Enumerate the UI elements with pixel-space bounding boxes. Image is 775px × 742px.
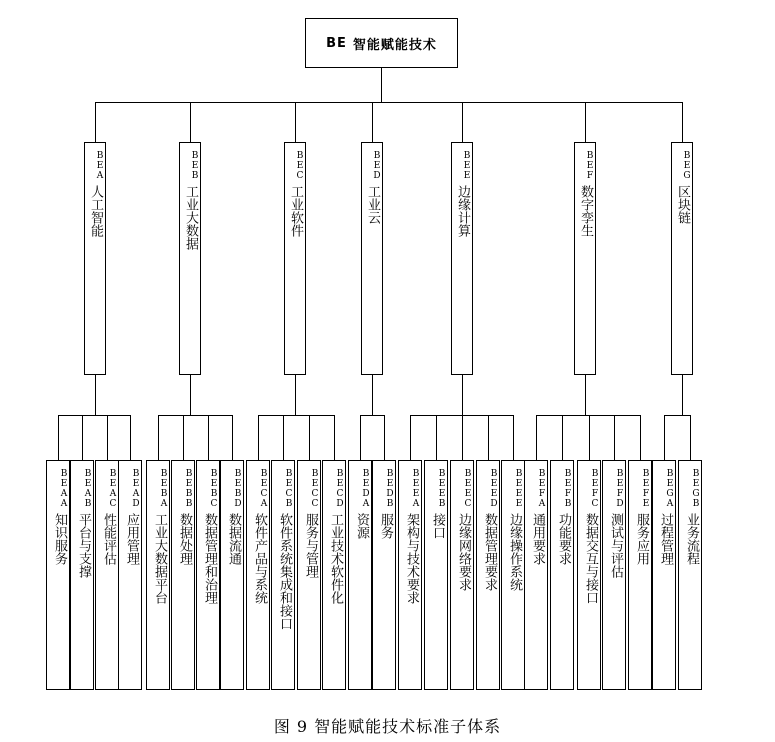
category-name: 工业云 <box>365 185 380 224</box>
leaf-name: 数据处理 <box>177 513 192 565</box>
leaf-node-bebc <box>196 460 220 690</box>
leaf-name: 边缘操作系统 <box>507 513 522 591</box>
leaf-label <box>47 469 69 565</box>
leaf-node-bebd <box>220 460 244 690</box>
leaf-code: BEBC <box>209 469 219 509</box>
root-node <box>305 18 458 68</box>
leaf-node-beab <box>70 460 94 690</box>
subcategory-bus-line <box>360 415 385 416</box>
category-node-beg <box>671 142 693 375</box>
leaf-connector-line <box>589 415 590 460</box>
leaf-code: BEDA <box>361 469 371 509</box>
leaf-code: BEAD <box>131 469 141 509</box>
leaf-connector-line <box>513 415 514 460</box>
category-connector-line <box>682 102 683 142</box>
leaf-name: 服务应用 <box>634 513 649 565</box>
category-name: 数字孪生 <box>578 185 593 237</box>
leaf-label <box>502 469 524 591</box>
leaf-code: BEAA <box>59 469 69 509</box>
leaf-label <box>247 469 269 604</box>
category-label <box>672 151 692 224</box>
leaf-connector-line <box>58 415 59 460</box>
category-node-bed <box>361 142 383 375</box>
leaf-node-beed <box>476 460 500 690</box>
leaf-label <box>147 469 169 604</box>
leaf-connector-line <box>334 415 335 460</box>
leaf-name: 通用要求 <box>530 513 545 565</box>
category-label <box>452 151 472 237</box>
leaf-code: BEGB <box>691 469 701 509</box>
leaf-code: BEAB <box>83 469 93 509</box>
leaf-connector-line <box>614 415 615 460</box>
leaf-label <box>119 469 141 565</box>
leaf-connector-line <box>183 415 184 460</box>
category-label <box>575 151 595 237</box>
leaf-node-bedb <box>372 460 396 690</box>
leaf-label <box>197 469 219 604</box>
subcategory-connector-line <box>372 375 373 415</box>
leaf-label <box>603 469 625 578</box>
category-connector-line <box>585 102 586 142</box>
leaf-node-befd <box>602 460 626 690</box>
leaf-label <box>71 469 93 578</box>
leaf-label <box>629 469 651 565</box>
root-code: BE <box>326 35 347 51</box>
category-label <box>285 151 305 237</box>
category-code: BEF <box>585 151 595 181</box>
leaf-name: 软件产品与系统 <box>252 513 267 604</box>
leaf-node-befa <box>524 460 548 690</box>
leaf-code: BEGA <box>665 469 675 509</box>
leaf-connector-line <box>562 415 563 460</box>
leaf-node-befb <box>550 460 574 690</box>
subcategory-bus-line <box>158 415 233 416</box>
leaf-node-begb <box>678 460 702 690</box>
root-connector-line <box>381 68 382 102</box>
leaf-name: 平台与支撑 <box>76 513 91 578</box>
leaf-node-beea <box>398 460 422 690</box>
leaf-connector-line <box>436 415 437 460</box>
category-code: BEA <box>95 151 105 181</box>
leaf-label <box>323 469 345 604</box>
leaf-node-beac <box>95 460 119 690</box>
leaf-code: BECD <box>335 469 345 509</box>
leaf-connector-line <box>130 415 131 460</box>
leaf-node-bebb <box>171 460 195 690</box>
leaf-code: BEED <box>489 469 499 509</box>
leaf-node-becb <box>271 460 295 690</box>
leaf-node-beec <box>450 460 474 690</box>
subcategory-bus-line <box>664 415 691 416</box>
category-node-bea <box>84 142 106 375</box>
leaf-connector-line <box>536 415 537 460</box>
leaf-label <box>653 469 675 565</box>
category-connector-line <box>372 102 373 142</box>
root-label <box>306 19 457 67</box>
leaf-node-beba <box>146 460 170 690</box>
leaf-connector-line <box>258 415 259 460</box>
leaf-code: BEFA <box>537 469 547 509</box>
leaf-code: BEBB <box>184 469 194 509</box>
category-label <box>362 151 382 224</box>
category-connector-line <box>295 102 296 142</box>
figure-caption: 图 9 智能赋能技术标准子体系 <box>273 717 502 736</box>
leaf-label <box>477 469 499 591</box>
leaf-name: 接口 <box>430 513 445 539</box>
category-name: 工业软件 <box>288 185 303 237</box>
leaf-connector-line <box>462 415 463 460</box>
leaf-code: BEEC <box>463 469 473 509</box>
leaf-name: 知识服务 <box>52 513 67 565</box>
leaf-code: BECA <box>259 469 269 509</box>
category-code: BED <box>372 151 382 181</box>
leaf-name: 性能评估 <box>101 513 116 565</box>
leaf-name: 数据管理要求 <box>482 513 497 591</box>
leaf-connector-line <box>309 415 310 460</box>
leaf-connector-line <box>283 415 284 460</box>
leaf-name: 工业大数据平台 <box>152 513 167 604</box>
leaf-node-beaa <box>46 460 70 690</box>
leaf-code: BEEA <box>411 469 421 509</box>
leaf-label <box>221 469 243 565</box>
leaf-label <box>425 469 447 539</box>
category-connector-line <box>95 102 96 142</box>
leaf-name: 业务流程 <box>684 513 699 565</box>
category-label <box>180 151 200 250</box>
root-name: 智能赋能技术 <box>352 37 437 53</box>
leaf-code: BEFC <box>590 469 600 509</box>
category-code: BEC <box>295 151 305 181</box>
leaf-name: 服务 <box>378 513 393 539</box>
leaf-connector-line <box>82 415 83 460</box>
leaf-name: 边缘网络要求 <box>456 513 471 591</box>
leaf-label <box>272 469 294 630</box>
category-bus-line <box>95 102 683 103</box>
leaf-label <box>679 469 701 565</box>
leaf-code: BEAC <box>108 469 118 509</box>
leaf-label <box>349 469 371 539</box>
leaf-label <box>399 469 421 604</box>
leaf-node-bead <box>118 460 142 690</box>
leaf-label <box>373 469 395 539</box>
category-node-bee <box>451 142 473 375</box>
leaf-connector-line <box>384 415 385 460</box>
category-name: 人工智能 <box>88 185 103 237</box>
leaf-connector-line <box>664 415 665 460</box>
leaf-node-becd <box>322 460 346 690</box>
leaf-code: BEEE <box>514 469 524 509</box>
leaf-label <box>96 469 118 565</box>
category-node-bec <box>284 142 306 375</box>
leaf-name: 数据管理和治理 <box>202 513 217 604</box>
category-connector-line <box>462 102 463 142</box>
category-node-bef <box>574 142 596 375</box>
leaf-label <box>172 469 194 565</box>
leaf-code: BEEB <box>437 469 447 509</box>
leaf-code: BEFD <box>615 469 625 509</box>
subcategory-connector-line <box>95 375 96 415</box>
subcategory-connector-line <box>190 375 191 415</box>
leaf-name: 架构与技术要求 <box>404 513 419 604</box>
leaf-node-becc <box>297 460 321 690</box>
leaf-node-befe <box>628 460 652 690</box>
leaf-code: BECC <box>310 469 320 509</box>
category-name: 区块链 <box>675 185 690 224</box>
leaf-name: 服务与管理 <box>303 513 318 578</box>
leaf-node-beda <box>348 460 372 690</box>
leaf-name: 工业技术软件化 <box>328 513 343 604</box>
leaf-node-bega <box>652 460 676 690</box>
category-label <box>85 151 105 237</box>
category-node-beb <box>179 142 201 375</box>
category-code: BEG <box>682 151 692 181</box>
leaf-code: BEDB <box>385 469 395 509</box>
leaf-name: 过程管理 <box>658 513 673 565</box>
subcategory-connector-line <box>462 375 463 415</box>
leaf-connector-line <box>208 415 209 460</box>
subcategory-bus-line <box>58 415 131 416</box>
leaf-name: 数据流通 <box>226 513 241 565</box>
leaf-connector-line <box>640 415 641 460</box>
leaf-label <box>551 469 573 565</box>
category-connector-line <box>190 102 191 142</box>
leaf-node-befc <box>577 460 601 690</box>
category-code: BEB <box>190 151 200 181</box>
subcategory-connector-line <box>682 375 683 415</box>
leaf-connector-line <box>360 415 361 460</box>
subcategory-bus-line <box>258 415 335 416</box>
leaf-connector-line <box>232 415 233 460</box>
leaf-label <box>525 469 547 565</box>
leaf-code: BEFB <box>563 469 573 509</box>
leaf-code: BEFE <box>641 469 651 509</box>
leaf-code: BEBA <box>159 469 169 509</box>
leaf-label <box>451 469 473 591</box>
leaf-code: BECB <box>284 469 294 509</box>
leaf-node-beeb <box>424 460 448 690</box>
leaf-name: 资源 <box>354 513 369 539</box>
leaf-name: 应用管理 <box>124 513 139 565</box>
leaf-label <box>298 469 320 578</box>
leaf-connector-line <box>107 415 108 460</box>
leaf-label <box>578 469 600 604</box>
category-name: 边缘计算 <box>455 185 470 237</box>
leaf-name: 功能要求 <box>556 513 571 565</box>
leaf-code: BEBD <box>233 469 243 509</box>
leaf-node-beee <box>501 460 525 690</box>
leaf-connector-line <box>488 415 489 460</box>
leaf-connector-line <box>690 415 691 460</box>
leaf-name: 数据交互与接口 <box>583 513 598 604</box>
category-name: 工业大数据 <box>183 185 198 250</box>
leaf-name: 测试与评估 <box>608 513 623 578</box>
subcategory-connector-line <box>295 375 296 415</box>
subcategory-connector-line <box>585 375 586 415</box>
leaf-name: 软件系统集成和接口 <box>277 513 292 630</box>
category-code: BEE <box>462 151 472 181</box>
leaf-connector-line <box>410 415 411 460</box>
leaf-connector-line <box>158 415 159 460</box>
leaf-node-beca <box>246 460 270 690</box>
